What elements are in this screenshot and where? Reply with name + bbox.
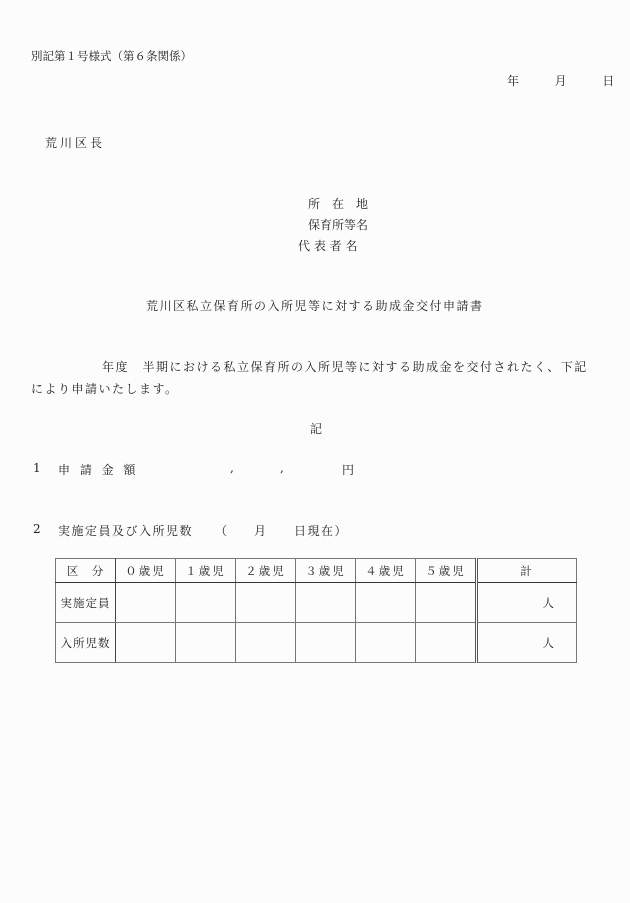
item-1-label: 申 請 金 額: [58, 463, 139, 477]
cell-enrolled-age-5[interactable]: [416, 623, 477, 663]
header-age-2: ２歳児: [236, 559, 296, 583]
header-age-3: ３歳児: [296, 559, 356, 583]
body-line-2: により申請いたします。: [31, 382, 179, 396]
cell-capacity-age-1[interactable]: [176, 583, 236, 623]
document-title: 荒川区私立保育所の入所児等に対する助成金交付申請書: [146, 299, 484, 313]
day-label: 日: [602, 74, 615, 88]
cell-enrolled-age-4[interactable]: [356, 623, 416, 663]
month-label: 月: [554, 74, 567, 88]
ki-heading: 記: [310, 422, 323, 436]
table-row: [56, 623, 577, 663]
date-open-paren: （: [215, 524, 228, 538]
header-category: 区 分: [56, 559, 116, 583]
amount-unit: 円: [342, 463, 355, 477]
as-of-month: 月: [254, 524, 267, 538]
as-of-day: 日現在）: [294, 524, 349, 538]
cell-enrolled-age-2[interactable]: [236, 623, 296, 663]
enrollment-table: [55, 558, 577, 663]
amount-comma-2: ,: [280, 461, 284, 475]
cell-enrolled-age-3[interactable]: [296, 623, 356, 663]
cell-capacity-age-5[interactable]: [416, 583, 477, 623]
cell-capacity-age-0[interactable]: [116, 583, 176, 623]
facility-name-label: 保育所等名: [308, 218, 369, 232]
table-header-row: [56, 559, 577, 583]
cell-capacity-age-3[interactable]: [296, 583, 356, 623]
cell-enrolled-age-0[interactable]: [116, 623, 176, 663]
amount-comma-1: ,: [230, 461, 234, 475]
cell-capacity-age-2[interactable]: [236, 583, 296, 623]
cell-capacity-age-4[interactable]: [356, 583, 416, 623]
item-2-number: 2: [33, 522, 41, 536]
cell-enrolled-age-1[interactable]: [176, 623, 236, 663]
date-line: [507, 72, 614, 89]
header-age-0: ０歳児: [116, 559, 176, 583]
year-label: 年: [507, 74, 520, 88]
item-1-number: 1: [33, 461, 41, 475]
row-label-enrolled: 入所児数: [56, 623, 116, 663]
form-reference: 別記第１号様式（第６条関係）: [31, 49, 192, 63]
address-label: 所 在 地: [308, 197, 369, 211]
body-line-1: 年度 半期における私立保育所の入所児等に対する助成金を交付されたく、下記: [102, 360, 588, 374]
cell-capacity-total[interactable]: 人: [477, 583, 577, 623]
header-age-5: ５歳児: [416, 559, 477, 583]
addressee: 荒川区長: [45, 136, 106, 150]
representative-label: 代 表 者 名: [298, 239, 358, 253]
table-row: [56, 583, 577, 623]
cell-enrolled-total[interactable]: 人: [477, 623, 577, 663]
header-age-1: １歳児: [176, 559, 236, 583]
item-2-label: 実施定員及び入所児数: [58, 524, 194, 538]
row-label-capacity: 実施定員: [56, 583, 116, 623]
header-total: 計: [477, 559, 577, 583]
header-age-4: ４歳児: [356, 559, 416, 583]
